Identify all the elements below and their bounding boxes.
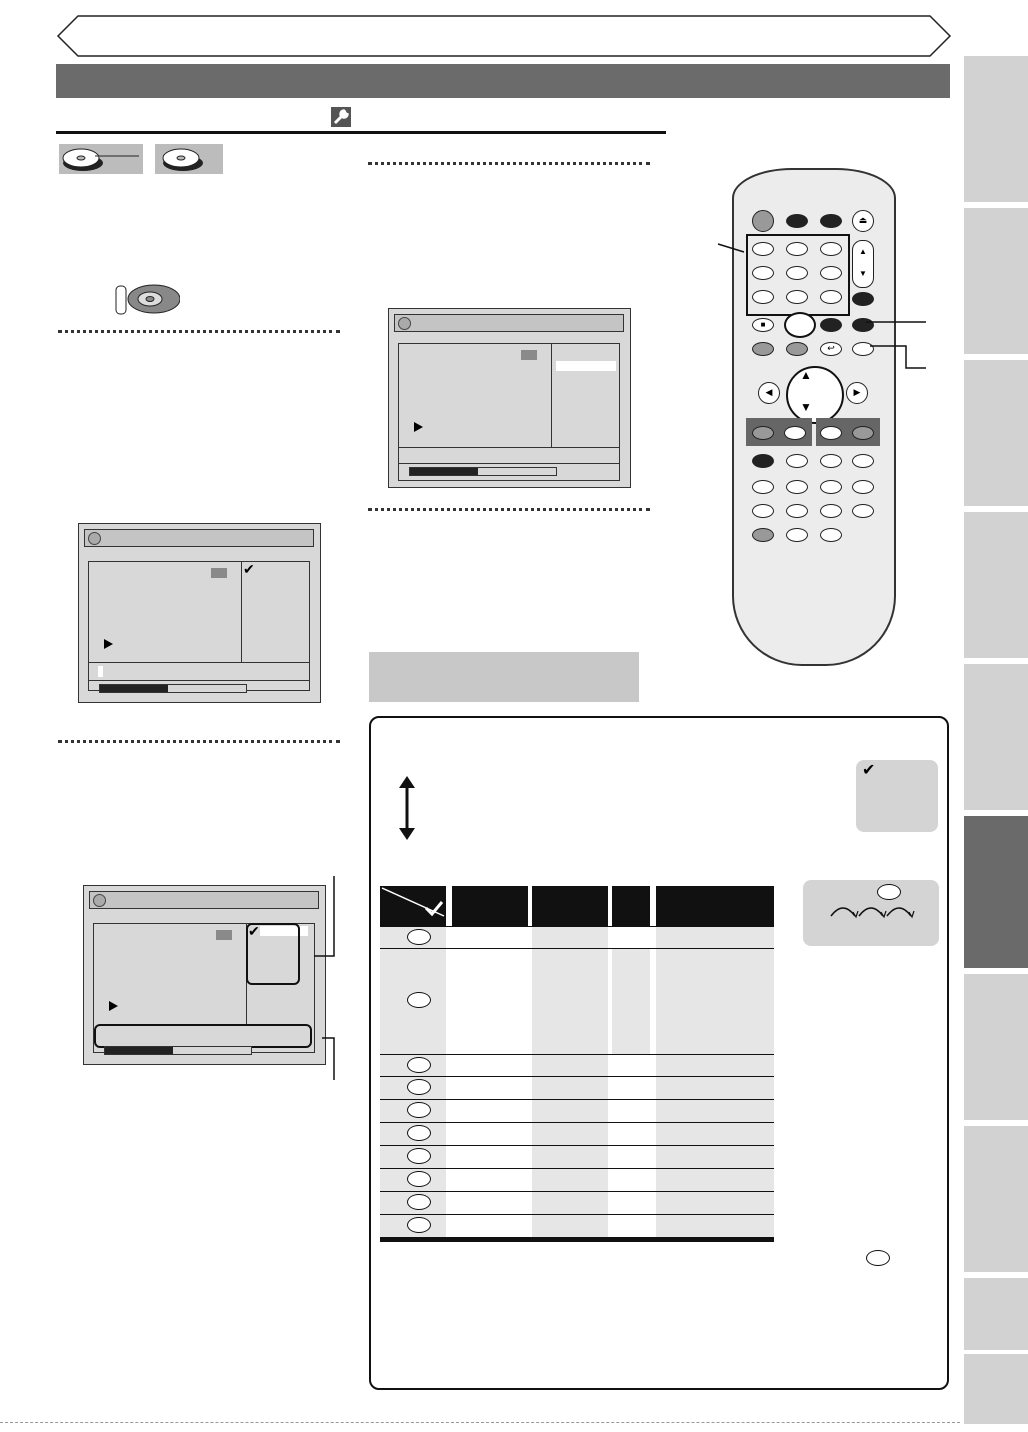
side-tab-active[interactable] xyxy=(964,816,1028,968)
wrench-icon xyxy=(331,107,351,127)
disc-badge-1 xyxy=(59,144,143,174)
remote-disc-icon xyxy=(110,282,180,318)
cycle-arrows-icon xyxy=(827,900,921,922)
settings-table xyxy=(380,886,774,1244)
side-tab[interactable] xyxy=(964,512,1028,658)
table-row-key xyxy=(407,1079,431,1095)
play-arrow-icon xyxy=(104,639,113,649)
osd-screen-3 xyxy=(83,885,326,1065)
side-tab[interactable] xyxy=(964,664,1028,810)
table-row-key xyxy=(407,1102,431,1118)
checkmark-panel xyxy=(856,760,938,832)
remote-control-icon: ⏏ ▲ ▼ ■ ↩ ▲ ▼ ◀ ▶ xyxy=(732,168,896,666)
disc-icon xyxy=(93,894,106,907)
disc-icon xyxy=(88,532,101,545)
disc-icon xyxy=(59,144,143,174)
play-arrow-icon xyxy=(109,1001,118,1011)
side-tab[interactable] xyxy=(964,56,1028,202)
dotted-separator xyxy=(58,740,340,743)
side-tab[interactable] xyxy=(964,1278,1028,1350)
subheading-rule xyxy=(56,131,666,134)
table-row-key xyxy=(407,1171,431,1187)
osd-screen-2 xyxy=(388,308,631,488)
table-row-key xyxy=(407,1217,431,1233)
checkmark-icon xyxy=(380,886,446,926)
table-row-key xyxy=(407,1148,431,1164)
side-tab[interactable] xyxy=(964,1354,1028,1424)
dotted-separator xyxy=(58,330,340,333)
table-row-key xyxy=(407,1194,431,1210)
checkmark-icon: ✔ xyxy=(862,762,876,779)
disc-icon xyxy=(398,317,411,330)
table-row-key xyxy=(407,992,431,1008)
section-bar xyxy=(56,64,950,98)
table-row-key xyxy=(407,1125,431,1141)
side-tab[interactable] xyxy=(964,1126,1028,1272)
side-tab[interactable] xyxy=(964,208,1028,354)
bottom-rule xyxy=(0,1422,960,1423)
header-banner xyxy=(56,14,952,58)
dotted-separator xyxy=(368,162,650,165)
callout-box xyxy=(94,1024,312,1048)
osd-screen-1 xyxy=(78,523,321,703)
side-tab[interactable] xyxy=(964,974,1028,1120)
callout-lines xyxy=(300,870,340,1085)
cycle-panel xyxy=(803,880,939,946)
table-row-key xyxy=(407,929,431,945)
up-down-arrow-icon xyxy=(396,774,418,842)
table-row-key xyxy=(407,1057,431,1073)
disc-badge-2 xyxy=(155,144,223,174)
side-tab[interactable] xyxy=(964,360,1028,506)
key-icon xyxy=(866,1250,890,1266)
checkmark-icon: ✔ xyxy=(248,923,260,939)
remote-callout-lines xyxy=(710,236,930,376)
dotted-separator xyxy=(368,508,650,511)
callout-box xyxy=(246,923,300,985)
play-arrow-icon xyxy=(414,422,423,432)
note-box xyxy=(369,652,639,702)
checkmark-icon: ✔ xyxy=(243,561,255,577)
disc-icon xyxy=(155,144,223,174)
